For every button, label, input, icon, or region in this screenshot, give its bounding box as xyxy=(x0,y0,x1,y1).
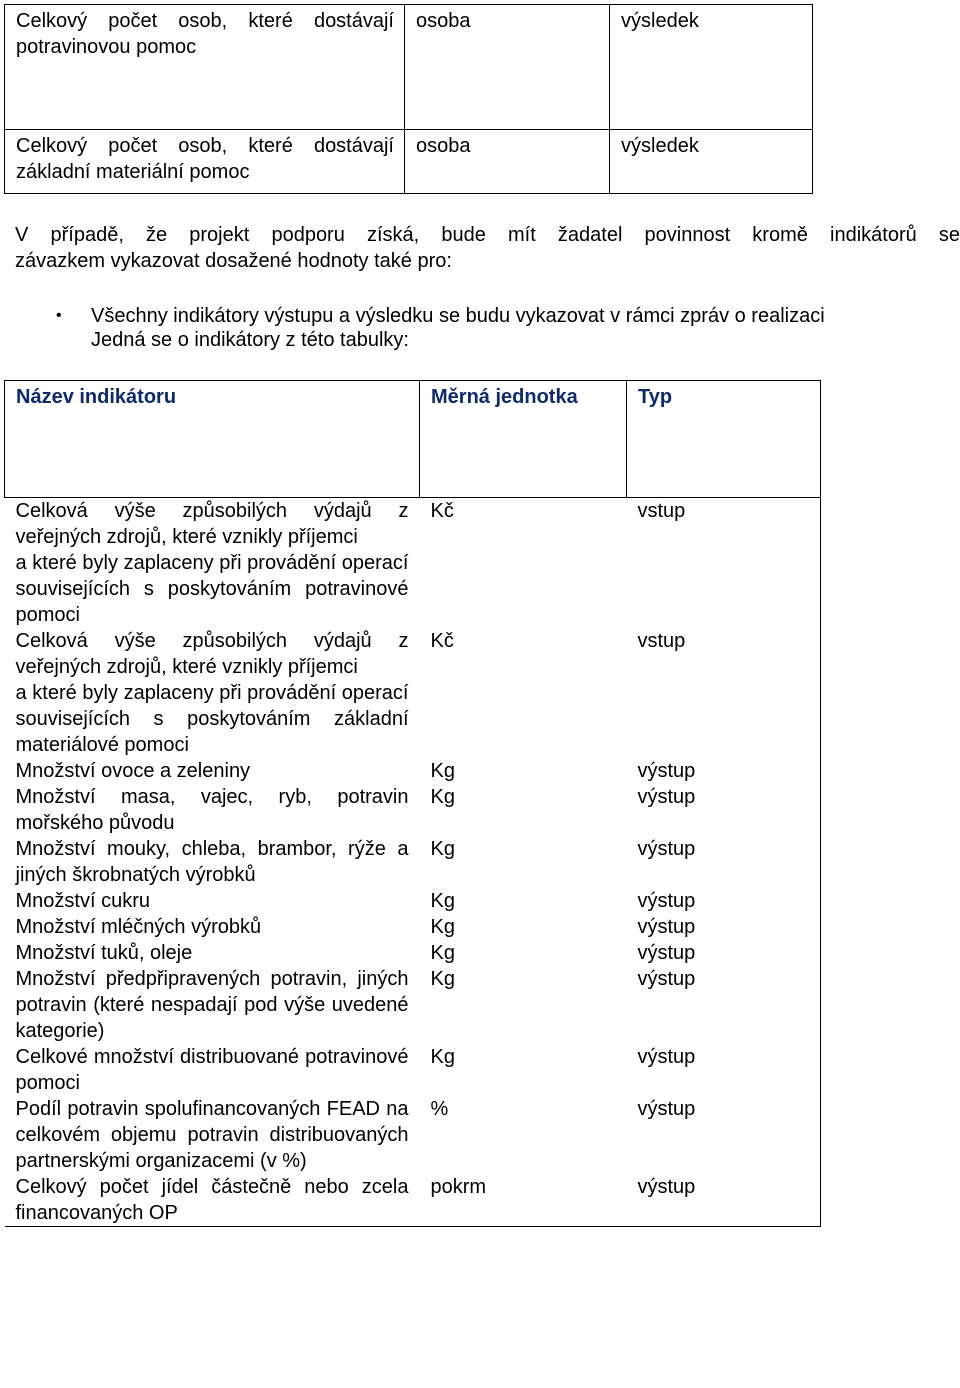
table-row xyxy=(5,758,821,784)
table-row xyxy=(5,888,821,914)
indicator-name-cell: Množství tuků, oleje xyxy=(15,942,193,964)
unit-cell: Kg xyxy=(430,1046,455,1068)
type-cell: výstup xyxy=(627,758,821,784)
type-cell: výstup xyxy=(627,966,821,1044)
indicator-name-cell: Množství ovoce a zeleniny xyxy=(15,760,251,782)
bullet-icon: • xyxy=(56,307,62,324)
type-cell: výsledek xyxy=(610,5,813,130)
paragraph-line-2: závazkem vykazovat dosažené hodnoty také pro: xyxy=(15,250,452,272)
type-cell: vstup xyxy=(627,498,821,629)
indicator-name-cell: Celkový počet osob, které dostávají potravinovou pomoc xyxy=(5,5,405,130)
unit-cell: Kg xyxy=(430,890,455,912)
table-intro-text: Jedná se o indikátory z této tabulky: xyxy=(91,329,409,351)
unit-cell: Kč xyxy=(430,630,454,652)
type-cell: výstup xyxy=(627,1096,821,1174)
indicator-name-cell: Množství cukru xyxy=(15,890,150,912)
indicator-name-cell: Celková výše způsobilých výdajů z veřejných zdrojů, které vznikly příjemci a které byly zaplaceny při provádění operací souvisejících s poskytováním základní materiálové pomoci xyxy=(15,630,409,756)
indicator-name-cell: Celkový počet osob, které dostávají základní materiální pomoc xyxy=(5,130,405,194)
indicator-name-cell: Množství mouky, chleba, brambor, rýže a jiných škrobnatých výrobků xyxy=(15,838,409,886)
table-header-row xyxy=(5,381,821,498)
table-row xyxy=(5,1044,821,1096)
header-type: Typ xyxy=(627,381,821,498)
indicator-name-cell: Celková výše způsobilých výdajů z veřejných zdrojů, které vznikly příjemci a které byly zaplaceny při provádění operací souvisejících s poskytováním potravinové pomoci xyxy=(15,500,409,626)
top-indicator-table xyxy=(4,4,813,194)
indicator-name-cell: Množství masa, vajec, ryb, potravin mořského původu xyxy=(15,786,409,834)
unit-cell: osoba xyxy=(405,5,610,130)
paragraph xyxy=(15,222,960,274)
unit-cell: Kg xyxy=(430,838,455,860)
table-row xyxy=(5,966,821,1044)
header-name: Název indikátoru xyxy=(5,381,420,498)
table-row xyxy=(5,130,813,194)
type-cell: výsledek xyxy=(610,130,813,194)
table-row xyxy=(5,836,821,888)
table-row xyxy=(5,940,821,966)
table-row xyxy=(5,5,813,130)
indicator-name-cell: Podíl potravin spolufinancovaných FEAD na celkovém objemu potravin distribuovaných partnerskými organizacemi (v %) xyxy=(15,1098,409,1172)
indicator-name-cell: Množství mléčných výrobků xyxy=(15,916,262,938)
type-cell: výstup xyxy=(627,914,821,940)
header-unit: Měrná jednotka xyxy=(420,381,627,498)
unit-cell: Kg xyxy=(430,968,455,990)
type-cell: výstup xyxy=(627,1044,821,1096)
indicator-name-cell: Množství předpřipravených potravin, jiných potravin (které nespadají pod výše uvedené kategorie) xyxy=(15,968,409,1042)
unit-cell: Kg xyxy=(430,760,455,782)
unit-cell: osoba xyxy=(405,130,610,194)
table-row xyxy=(5,628,821,758)
type-cell: výstup xyxy=(627,1174,821,1227)
unit-cell: Kg xyxy=(430,916,455,938)
type-cell: vstup xyxy=(627,628,821,758)
indicator-name-cell: Celkový počet jídel částečně nebo zcela financovaných OP xyxy=(5,1174,420,1227)
type-cell: výstup xyxy=(627,784,821,836)
unit-cell: % xyxy=(430,1098,449,1120)
type-cell: výstup xyxy=(627,940,821,966)
table-row xyxy=(5,1174,821,1227)
unit-cell: Kč xyxy=(430,500,454,522)
unit-cell: pokrm xyxy=(420,1174,627,1227)
paragraph-line-1: V případě, že projekt podporu získá, bude mít žadatel povinnost kromě indikátorů se xyxy=(15,224,960,246)
indicator-rows xyxy=(5,498,821,1227)
table-row xyxy=(5,914,821,940)
indicator-name-cell: Celkové množství distribuované potravinové pomoci xyxy=(15,1046,409,1094)
table-row xyxy=(5,784,821,836)
table-row xyxy=(5,498,821,629)
indicator-table xyxy=(4,380,821,1227)
type-cell: výstup xyxy=(627,836,821,888)
unit-cell: Kg xyxy=(430,942,455,964)
type-cell: výstup xyxy=(627,888,821,914)
bullet-text: Všechny indikátory výstupu a výsledku se budu vykazovat v rámci zpráv o realizaci xyxy=(91,305,825,327)
table-row xyxy=(5,1096,821,1174)
unit-cell: Kg xyxy=(430,786,455,808)
